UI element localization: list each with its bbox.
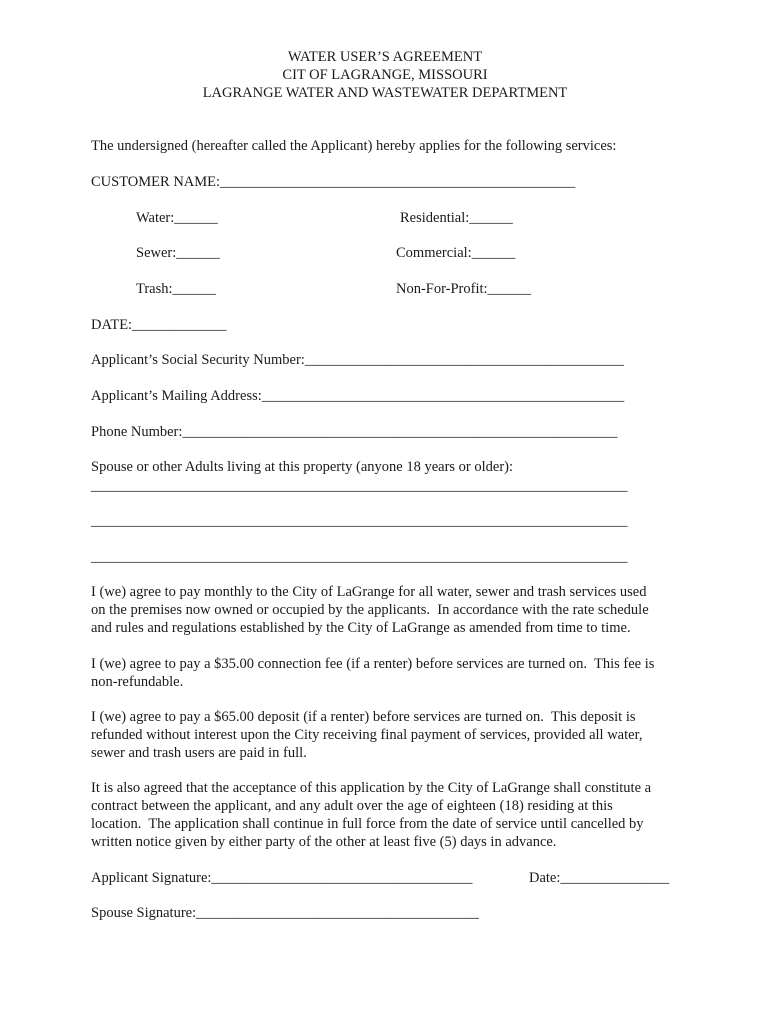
commercial-field[interactable]: Commercial:______ (396, 245, 516, 261)
paragraph-line: written notice given by either party of the other at least five (5) days in advance. (91, 834, 557, 850)
trash-field[interactable]: Trash:______ (136, 281, 217, 297)
form-title: WATER USER’S AGREEMENT (287, 49, 483, 65)
mailing-address-field[interactable]: Applicant’s Mailing Address:__________________________________________________ (91, 388, 625, 404)
spouse-adults-label: Spouse or other Adults living at this property (anyone 18 years or older): (91, 459, 514, 475)
applicant-signature-field[interactable]: Applicant Signature:____________________________________ (91, 870, 473, 886)
ssn-field[interactable]: Applicant’s Social Security Number:____________________________________________ (91, 352, 624, 368)
paragraph-line: on the premises now owned or occupied by the applicants. In accordance with the rate schedule (91, 602, 649, 618)
payment-agreement-paragraph (91, 583, 691, 637)
paragraph-line: non-refundable. (91, 674, 184, 690)
non-for-profit-field[interactable]: Non-For-Profit:______ (396, 281, 532, 297)
paragraph-line: and rules and regulations established by the City of LaGrange as amended from time to time. (91, 620, 631, 636)
paragraph-line: I (we) agree to pay monthly to the City of LaGrange for all water, sewer and trash services used (91, 584, 647, 600)
paragraph-line: It is also agreed that the acceptance of this application by the City of LaGrange shall constitute a (91, 780, 652, 796)
phone-number-field[interactable]: Phone Number:____________________________________________________________ (91, 424, 618, 440)
residential-field[interactable]: Residential:______ (400, 210, 513, 226)
water-field[interactable]: Water:______ (136, 210, 218, 226)
spouse-signature-field[interactable]: Spouse Signature:_______________________________________ (91, 905, 479, 921)
deposit-paragraph (91, 708, 691, 762)
date-field[interactable]: DATE:_____________ (91, 317, 227, 333)
paragraph-line: I (we) agree to pay a $65.00 deposit (if a renter) before services are turned on. This deposit is (91, 709, 636, 725)
paragraph-line: refunded without interest upon the City receiving final payment of services, provided all water, (91, 727, 643, 743)
sewer-field[interactable]: Sewer:______ (136, 245, 220, 261)
paragraph-line: contract between the applicant, and any adult over the age of eighteen (18) residing at this (91, 798, 613, 814)
spouse-adults-line-3[interactable]: __________________________________________________________________________ (91, 549, 628, 565)
department-name: LAGRANGE WATER AND WASTEWATER DEPARTMENT (202, 85, 568, 101)
paragraph-line: I (we) agree to pay a $35.00 connection fee (if a renter) before services are turned on. This fee is (91, 656, 655, 672)
intro-text: The undersigned (hereafter called the Applicant) hereby applies for the following services: (91, 138, 617, 154)
connection-fee-paragraph (91, 655, 691, 691)
paragraph-line: location. The application shall continue in full force from the date of service until cancelled by (91, 816, 644, 832)
spouse-adults-line-1[interactable]: __________________________________________________________________________ (91, 478, 628, 494)
contract-paragraph (91, 779, 691, 851)
customer-name-field[interactable]: CUSTOMER NAME:_________________________________________________ (91, 174, 576, 190)
spouse-adults-line-2[interactable]: __________________________________________________________________________ (91, 513, 628, 529)
signature-date-field[interactable]: Date:_______________ (529, 870, 670, 886)
paragraph-line: sewer and trash users are paid in full. (91, 745, 307, 761)
city-name: CIT OF LAGRANGE, MISSOURI (282, 67, 488, 83)
